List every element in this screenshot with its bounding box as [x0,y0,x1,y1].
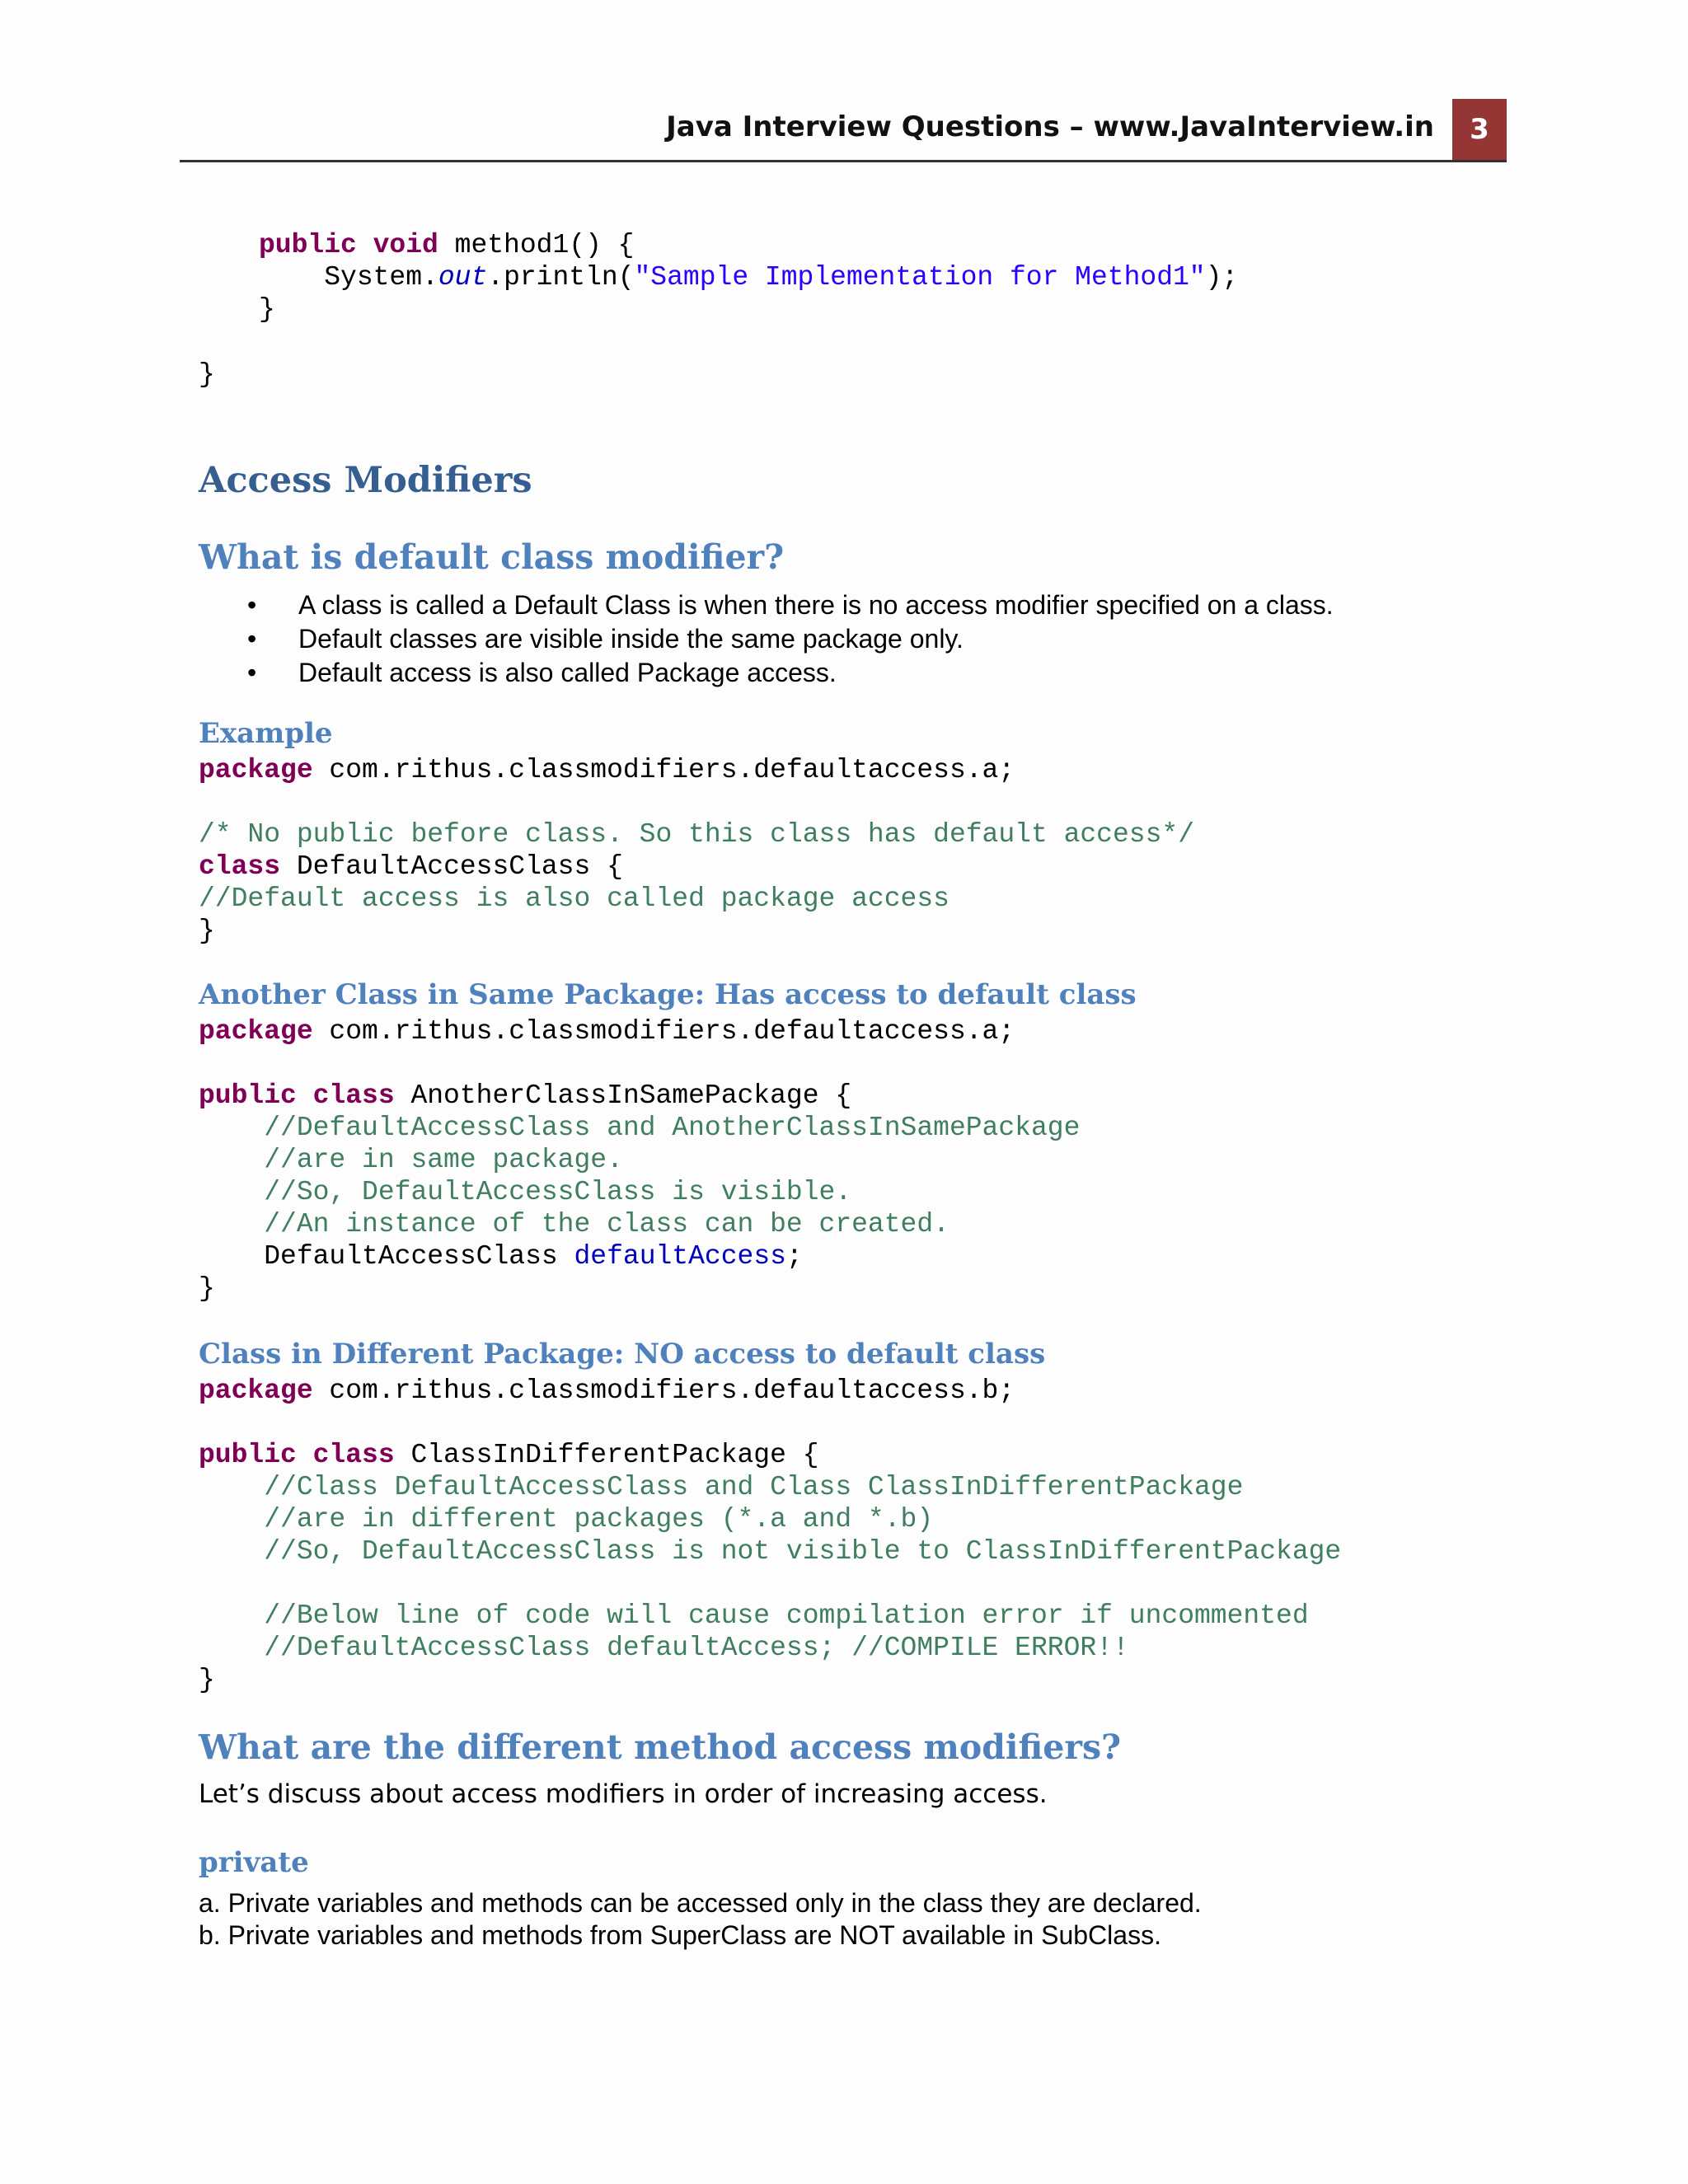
list-item: • A class is called a Default Class is when there is no access modifier specified on a class. [247,588,1334,622]
code-text: } [199,1665,215,1695]
code-comment: //Class DefaultAccessClass and Class ClassInDifferentPackage [199,1472,1244,1502]
code-text: DefaultAccessClass [199,1241,574,1272]
code-keyword: public class [199,1080,395,1111]
code-text: com.rithus.classmodifiers.defaultaccess.b; [312,1376,1015,1406]
code-keyword: public class [199,1440,395,1470]
subheading-private: private [199,1846,309,1879]
private-point-b: b. Private variables and methods from SuperClass are NOT available in SubClass. [199,1920,1161,1950]
code-comment: //So, DefaultAccessClass is not visible to ClassInDifferentPackage [199,1536,1342,1567]
code-block-method1 [259,229,1238,326]
code-text: } [199,916,215,946]
code-keyword: class [199,851,281,882]
code-text: } [199,359,215,390]
intro-paragraph: Let’s discuss about access modifiers in order of increasing access. [199,1779,1048,1809]
section-title-access-modifiers: Access Modifiers [199,460,532,501]
code-text: com.rithus.classmodifiers.defaultaccess.a; [312,1016,1015,1047]
code-field: defaultAccess [574,1241,786,1272]
list-item: • Default access is also called Package access. [247,656,1334,690]
code-string: "Sample Implementation for Method1" [634,262,1206,293]
code-text: com.rithus.classmodifiers.defaultaccess.a; [312,755,1015,785]
code-text: ClassInDifferentPackage { [394,1440,819,1470]
code-comment: //An instance of the class can be created. [199,1209,950,1240]
code-keyword: package [199,755,313,785]
code-static-field: out [438,262,488,293]
code-block-example [199,754,1194,947]
code-text: System. [259,262,438,293]
code-comment: //So, DefaultAccessClass is visible. [199,1177,852,1207]
code-comment: //Default access is also called package access [199,883,950,914]
subheading-same-package: Another Class in Same Package: Has access to default class [199,978,1137,1011]
page-number: 3 [1452,99,1507,160]
header-title: Java Interview Questions – www.JavaInterview.in [666,110,1434,143]
list-item: • Default classes are visible inside the same package only. [247,622,1334,656]
code-comment: //are in different packages (*.a and *.b) [199,1504,934,1535]
code-comment: //are in same package. [199,1145,623,1175]
code-block-different-package [199,1375,1341,1696]
page-header [180,97,1507,162]
code-comment: //DefaultAccessClass defaultAccess; //COMPILE ERROR!! [199,1633,1129,1663]
code-text: AnotherClassInSamePackage { [394,1080,852,1111]
code-text: method1() { [438,230,635,260]
code-comment: //Below line of code will cause compilation error if uncommented [199,1601,1309,1631]
code-keyword: public void [259,230,438,260]
subheading-different-package: Class in Different Package: NO access to default class [199,1338,1046,1371]
question-title-default-class: What is default class modifier? [199,537,785,577]
code-block-same-package [199,1015,1080,1305]
code-text: DefaultAccessClass { [280,851,623,882]
question-title-method-access: What are the different method access modifiers? [199,1727,1122,1767]
code-comment: /* No public before class. So this class has default access*/ [199,819,1194,850]
code-text: ); [1205,262,1239,293]
code-text: .println( [487,262,635,293]
code-text: } [259,294,275,325]
code-keyword: package [199,1376,313,1406]
code-text: ; [785,1241,803,1272]
code-text: } [199,1273,215,1304]
bullet-list [247,588,1334,690]
private-point-a: a. Private variables and methods can be accessed only in the class they are declared. [199,1888,1202,1918]
subheading-example: Example [199,717,333,750]
code-keyword: package [199,1016,313,1047]
code-block-close [199,359,215,391]
code-comment: //DefaultAccessClass and AnotherClassInSamePackage [199,1113,1081,1143]
